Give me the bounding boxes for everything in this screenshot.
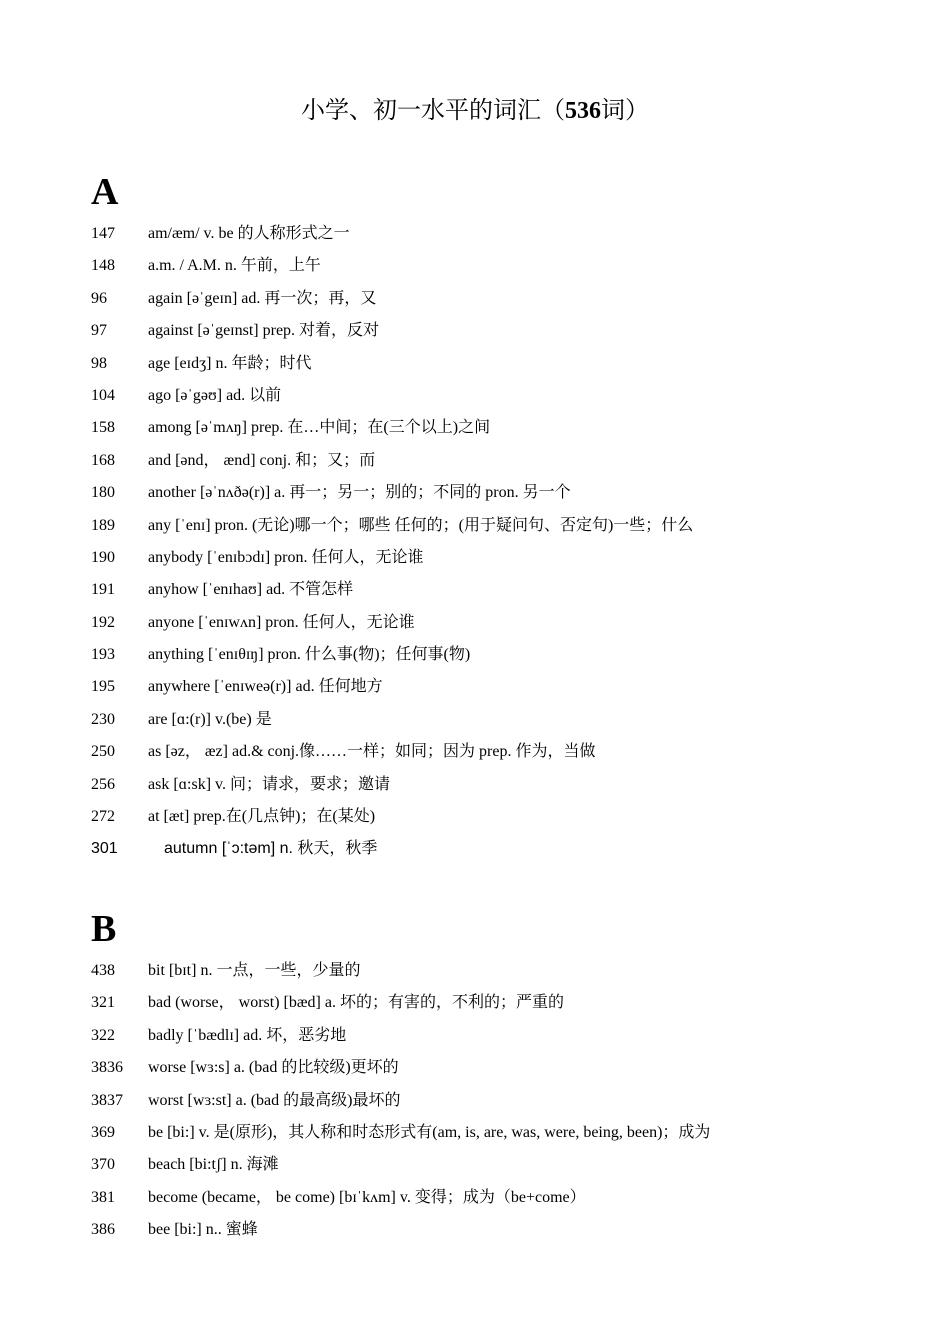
entry-number: 195	[91, 678, 115, 696]
word-entry	[91, 607, 693, 639]
word-list	[91, 218, 693, 866]
entry-number: 148	[91, 257, 115, 275]
entry-number: 369	[91, 1123, 115, 1141]
word-entry	[91, 380, 693, 412]
entry-number: 370	[91, 1156, 115, 1174]
entry-text: as [əz， æz] ad.& conj.像……一样；如同；因为 prep. 作为，当做	[148, 743, 596, 761]
entry-number: 189	[91, 516, 115, 534]
word-entry	[91, 445, 693, 477]
entry-number: 192	[91, 613, 115, 631]
entry-text: bit [bɪt] n. 一点，一些，少量的	[148, 962, 361, 979]
entry-text: am/æm/ v. be 的人称形式之一	[148, 225, 350, 242]
entry-text: again [əˈgeɪn] ad. 再一次；再，又	[148, 289, 377, 307]
word-entry	[91, 218, 693, 250]
entry-text: anyhow [ˈenɪhaʊ] ad. 不管怎样	[148, 581, 354, 599]
entry-number: 190	[91, 548, 115, 566]
word-entry	[91, 283, 693, 315]
entry-text: against [əˈgeɪnst] prep. 对着，反对	[148, 322, 380, 340]
word-entry	[91, 510, 693, 542]
entry-text: beach [bi:tʃ] n. 海滩	[148, 1156, 279, 1174]
entry-number: 438	[91, 962, 115, 979]
entry-text: another [əˈnʌðə(r)] a. 再一；另一；别的；不同的 pron. 另一个	[148, 484, 571, 502]
entry-text: a.m. / A.M. n. 午前，上午	[148, 257, 321, 275]
entry-text: anyone [ˈenɪwʌn] pron. 任何人，无论谁	[148, 613, 415, 631]
word-entry	[91, 1182, 710, 1214]
entry-text: autumn [ˈɔ:təm] n. 秋天，秋季	[164, 840, 378, 858]
entry-text: badly [ˈbædlɪ] ad. 坏，恶劣地	[148, 1026, 347, 1044]
word-entry	[91, 542, 693, 574]
word-entry	[91, 1117, 710, 1149]
word-entry	[91, 955, 710, 987]
word-entry	[91, 477, 693, 509]
title-prefix: 小学、初一水平的词汇（	[301, 98, 565, 124]
word-entry	[91, 250, 693, 282]
entry-text: become (became， be come) [bɪˈkʌm] v. 变得；成为（be+come）	[148, 1188, 586, 1206]
entry-text: among [əˈmʌŋ] prep. 在…中间；在(三个以上)之间	[148, 419, 491, 437]
entry-text: and [ənd， ænd] conj. 和；又；而	[148, 451, 376, 469]
section-letter: A	[91, 171, 119, 213]
word-entry	[91, 1085, 710, 1117]
entry-text: at [æt] prep.在(几点钟)；在(某处)	[148, 808, 376, 826]
entry-number: 96	[91, 289, 107, 307]
entry-number: 191	[91, 581, 115, 599]
page-title	[0, 90, 950, 125]
entry-number: 97	[91, 322, 107, 340]
entry-number: 147	[91, 225, 115, 242]
entry-number: 272	[91, 808, 115, 826]
entry-number: 230	[91, 710, 115, 728]
entry-number: 168	[91, 451, 115, 469]
entry-text: are [ɑ:(r)] v.(be) 是	[148, 710, 272, 728]
entry-number: 3837	[91, 1091, 123, 1109]
title-suffix: 词）	[601, 98, 649, 124]
entry-text: anywhere [ˈenɪweə(r)] ad. 任何地方	[148, 678, 383, 696]
entry-number: 321	[91, 994, 115, 1012]
entry-number: 3836	[91, 1059, 123, 1077]
section-letter: B	[91, 908, 117, 950]
entry-number: 180	[91, 484, 115, 502]
entry-text: worse [wɜ:s] a. (bad 的比较级)更坏的	[148, 1059, 399, 1077]
entry-number: 256	[91, 775, 115, 793]
entry-number: 98	[91, 354, 107, 372]
entry-text: ago [əˈgəʊ] ad. 以前	[148, 386, 282, 404]
entry-text: any [ˈenɪ] pron. (无论)哪一个；哪些 任何的；(用于疑问句、否定句)一些；什么	[148, 516, 694, 534]
word-entry	[91, 315, 693, 347]
word-entry	[91, 1052, 710, 1084]
entry-number: 104	[91, 386, 115, 404]
word-entry	[91, 348, 693, 380]
word-entry	[91, 574, 693, 606]
title-count: 536	[565, 98, 601, 124]
word-list	[91, 955, 710, 1247]
entry-number: 158	[91, 419, 115, 437]
entry-number: 193	[91, 646, 115, 664]
word-entry	[91, 1149, 710, 1181]
word-entry	[91, 412, 693, 444]
entry-text: ask [ɑ:sk] v. 问；请求，要求；邀请	[148, 775, 390, 793]
entry-text: bee [bi:] n.. 蜜蜂	[148, 1221, 258, 1239]
entry-number: 381	[91, 1188, 115, 1206]
entry-number: 322	[91, 1026, 115, 1044]
entry-number: 386	[91, 1221, 115, 1239]
word-entry	[91, 704, 693, 736]
word-entry	[91, 1214, 710, 1246]
word-entry	[91, 801, 693, 833]
entry-text: worst [wɜ:st] a. (bad 的最高级)最坏的	[148, 1091, 401, 1109]
word-entry	[91, 671, 693, 703]
entry-text: be [bi:] v. 是(原形)，其人称和时态形式有(am, is, are, was, were, being, been)；成为	[148, 1123, 711, 1141]
entry-text: bad (worse， worst) [bæd] a. 坏的；有害的，不利的；严重的	[148, 994, 564, 1012]
section-b	[91, 909, 710, 1247]
entry-text: anything [ˈenɪθɪŋ] pron. 什么事(物)；任何事(物)	[148, 646, 471, 664]
section-a	[91, 172, 693, 866]
entry-text: anybody [ˈenɪbɔdɪ] pron. 任何人，无论谁	[148, 548, 424, 566]
word-entry	[91, 639, 693, 671]
entry-number: 250	[91, 743, 115, 761]
word-entry	[91, 769, 693, 801]
entry-number: 301	[91, 840, 118, 858]
word-entry	[91, 736, 693, 768]
word-entry	[91, 1020, 710, 1052]
word-entry	[91, 833, 693, 865]
word-entry	[91, 987, 710, 1019]
entry-text: age [eɪdʒ] n. 年龄；时代	[148, 354, 312, 372]
